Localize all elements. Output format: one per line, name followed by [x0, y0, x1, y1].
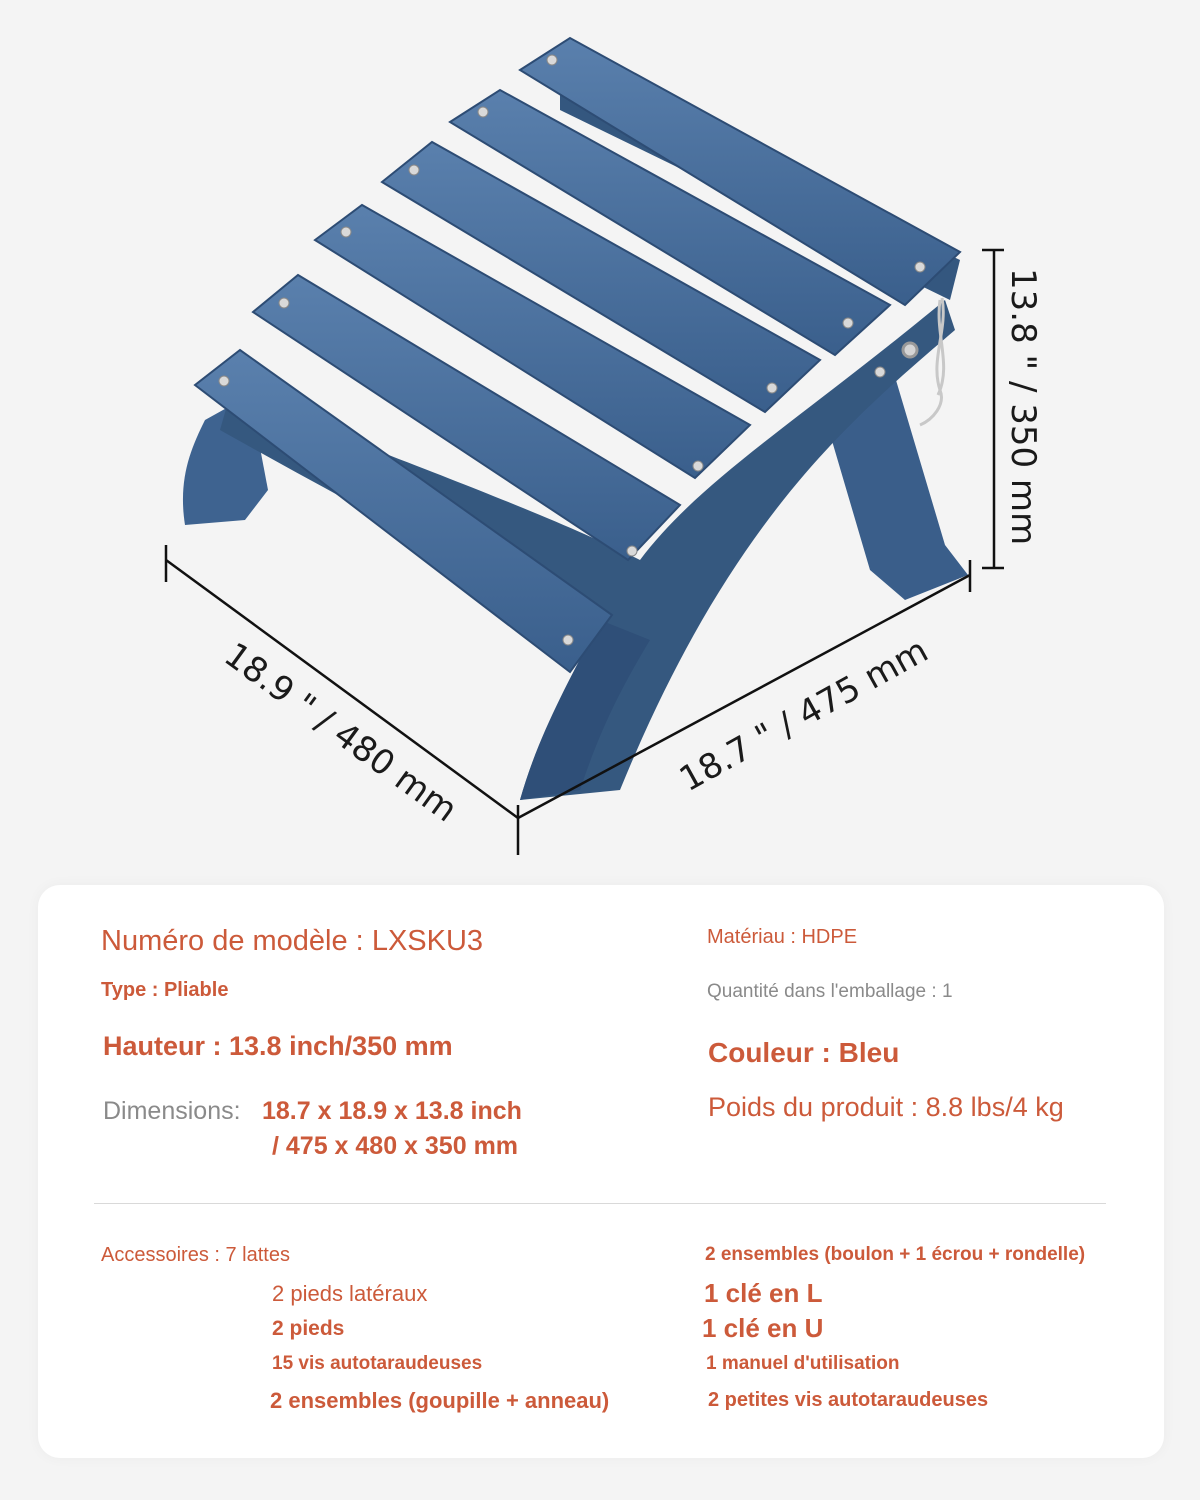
height-dimension-label: 13.8 " / 350 mm: [1003, 268, 1043, 546]
model-value: LXSKU3: [371, 925, 484, 957]
accessory-item: 2 petites vis autotaraudeuses: [708, 1389, 989, 1411]
accessories-row: [101, 1244, 290, 1267]
material-label: Matériau :: [707, 926, 802, 948]
dimensions-label: Dimensions:: [103, 1097, 241, 1125]
type-row: [101, 979, 228, 1002]
accessory-item: 1 clé en L: [704, 1278, 823, 1308]
width-dimension-label: 18.7 " / 475 mm: [672, 630, 935, 800]
quantity-label: Quantité dans l'emballage :: [707, 981, 942, 1002]
material-row: [707, 926, 857, 949]
quantity-row: [707, 981, 953, 1003]
height-value: 13.8 inch/350 mm: [229, 1031, 453, 1061]
dimensions-line2: / 475 x 480 x 350 mm: [272, 1132, 519, 1160]
accessory-item: 1 manuel d'utilisation: [706, 1353, 900, 1374]
color-value: Bleu: [838, 1037, 900, 1068]
quantity-value: 1: [941, 981, 953, 1002]
accessory-item: 2 ensembles (boulon + 1 écrou + rondelle): [705, 1244, 1086, 1265]
model-label: Numéro de modèle :: [101, 925, 372, 957]
model-number: [101, 925, 483, 958]
accessory-item: 2 pieds: [272, 1317, 345, 1340]
spec-card: [38, 885, 1164, 1458]
weight-label: Poids du produit :: [708, 1092, 926, 1122]
accessories-label: Accessoires :: [101, 1244, 226, 1266]
accessory-item: 2 pieds latéraux: [272, 1281, 428, 1306]
dimensions-line1: 18.7 x 18.9 x 13.8 inch: [262, 1097, 522, 1125]
weight-value: 8.8 lbs/4 kg: [925, 1092, 1064, 1122]
material-value: HDPE: [801, 926, 858, 948]
accessory-item: 1 clé en U: [702, 1313, 824, 1343]
type-value: Pliable: [163, 979, 229, 1001]
color-row: [708, 1037, 899, 1069]
accessory-item: 2 ensembles (goupille + anneau): [270, 1388, 610, 1413]
accessory-item: 15 vis autotaraudeuses: [272, 1353, 483, 1374]
section-divider: [94, 1203, 1106, 1204]
depth-dimension-label: 18.9 " / 480 mm: [216, 634, 465, 831]
color-label: Couleur :: [708, 1037, 839, 1068]
type-label: Type :: [101, 979, 164, 1001]
height-label: Hauteur :: [103, 1031, 230, 1061]
height-row: [103, 1031, 453, 1062]
weight-row: [708, 1092, 1064, 1123]
accessory-item: 7 lattes: [225, 1244, 290, 1266]
